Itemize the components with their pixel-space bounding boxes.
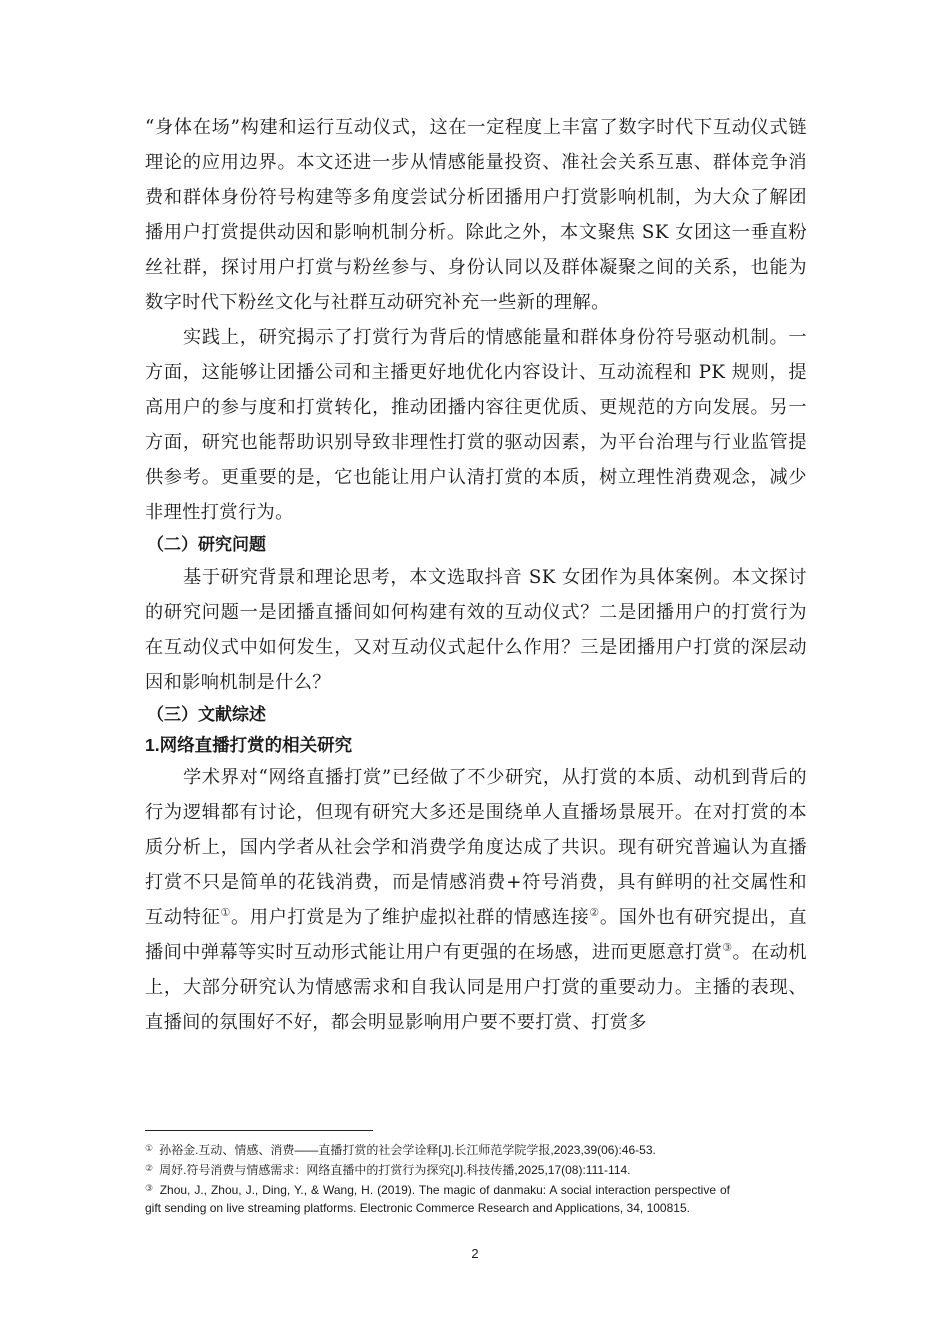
body-text (145, 110, 807, 1040)
paragraph-text-part-3: 。国外也有研究提出，直播间中弹幕等实时互动形式能让用户有更强的在场感，进而更愿意打赏 (145, 907, 808, 963)
footnote-text: 孙裕金.互动、情感、消费——直播打赏的社会学诠释[J].长江师范学院学报,2023,39(06):46-53. (159, 1143, 656, 1157)
footnote-mark: ① (145, 1143, 154, 1153)
paragraph-text-part-4: 。在动机上，大部分研究认为情感需求和自我认同是用户打赏的重要动力。主播的表现、直播间的氛围好不好，都会明显影响用户要不要打赏、打赏多 (145, 942, 807, 1033)
heading-subsection-live-tipping: 1.网络直播打赏的相关研究 (145, 735, 353, 755)
footnote-3 (145, 1179, 730, 1217)
heading-literature-review: （三）文献综述 (147, 705, 266, 725)
heading-research-questions: （二）研究问题 (147, 535, 266, 555)
footnote-text: Zhou, J., Zhou, J., Ding, Y., & Wang, H. (2019). The magic of danmaku: A social interaction perspective of gift sending on live streaming platforms. Electronic Commerce Research and Applications, 34, 100815. (145, 1183, 730, 1215)
paragraph-research-questions: 基于研究背景和理论思考，本文选取抖音 SK 女团作为具体案例。本文探讨的研究问题一是团播直播间如何构建有效的互动仪式？二是团播用户的打赏行为在互动仪式中如何发生，又对互动仪式起什么作用？三是团播用户打赏的深层动因和影响机制是什么？ (145, 567, 807, 693)
footnote-reference-2[interactable]: ② (589, 906, 600, 919)
footnote-2 (145, 1159, 730, 1179)
footnote-mark: ② (145, 1163, 154, 1173)
footnote-1 (145, 1139, 730, 1159)
footnotes (145, 1139, 730, 1217)
footnote-mark: ③ (145, 1183, 154, 1193)
footnote-reference-3[interactable]: ③ (722, 941, 733, 954)
paragraph-text-part-2: 。用户打赏是为了维护虚拟社群的情感连接 (230, 907, 590, 928)
footnote-separator (145, 1130, 373, 1131)
paragraph-practical-significance: 实践上，研究揭示了打赏行为背后的情感能量和群体身份符号驱动机制。一方面，这能够让团播公司和主播更好地优化内容设计、互动流程和 PK 规则，提高用户的参与度和打赏转化，推动团播内容往更优质、更规范的方向发展。另一方面，研究也能帮助识别导致非理性打赏的驱动因素，为平台治理与行业监管提供参考。更重要的是，它也能让用户认清打赏的本质，树立理性消费观念，减少非理性打赏行为。 (145, 327, 807, 523)
page-number: 2 (471, 1246, 479, 1261)
footnote-reference-1[interactable]: ① (220, 906, 231, 919)
footnote-text: 周妤.符号消费与情感需求：网络直播中的打赏行为探究[J].科技传播,2025,17(08):111-114. (159, 1163, 631, 1177)
paragraph-text-part-1: 学术界对“网络直播打赏”已经做了不少研究，从打赏的本质、动机到背后的行为逻辑都有讨论，但现有研究大多还是围绕单人直播场景展开。在对打赏的本质分析上，国内学者从社会学和消费学角度达成了共识。现有研究普遍认为直播打赏不只是简单的花钱消费，而是情感消费+符号消费，具有鲜明的社交属性和互动特征 (145, 767, 807, 928)
paragraph-literature-review (145, 760, 807, 1040)
paragraph-theory-significance: “身体在场”构建和运行互动仪式，这在一定程度上丰富了数字时代下互动仪式链理论的应用边界。本文还进一步从情感能量投资、准社会关系互惠、群体竞争消费和群体身份符号构建等多角度尝试分析团播用户打赏影响机制，为大众了解团播用户打赏提供动因和影响机制分析。除此之外，本文聚焦 SK 女团这一垂直粉丝社群，探讨用户打赏与粉丝参与、身份认同以及群体凝聚之间的关系，也能为数字时代下粉丝文化与社群互动研究补充一些新的理解。 (145, 117, 807, 313)
